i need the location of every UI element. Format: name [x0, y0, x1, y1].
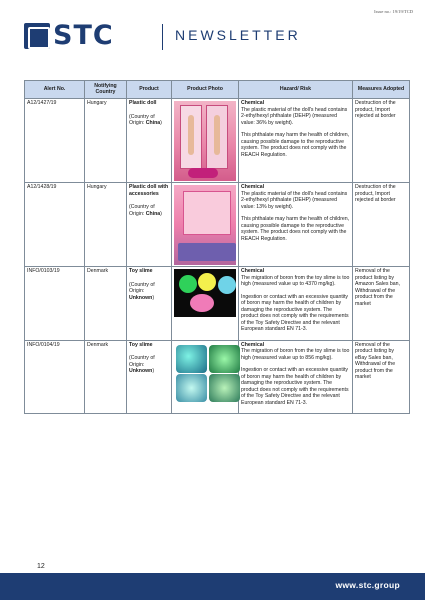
column-header-country: Notifying Country	[85, 81, 127, 99]
notifying-country: Denmark	[85, 340, 127, 414]
column-header-hazard: Hazard/ Risk	[239, 81, 353, 99]
product-origin: (Country of Origin: China)	[129, 204, 162, 217]
doll-photo-icon	[174, 101, 236, 181]
table-row	[25, 267, 410, 341]
column-header-photo: Product Photo	[172, 81, 239, 99]
product-name: Plastic doll with accessories	[129, 184, 169, 197]
measures-adopted: Destruction of the product, Import rejected at border	[353, 183, 410, 267]
page-header	[20, 20, 400, 54]
product-name: Toy slime	[129, 341, 153, 348]
alert-number: INFO/0103/19	[25, 267, 85, 341]
alert-number: A12/1428/19	[25, 183, 85, 267]
hazard-consequence: This phthalate may harm the health of children, causing possible damage to the reproductive system. The product does not comply with the REACH Regulation.	[241, 216, 350, 242]
photo-cell	[172, 99, 239, 183]
alert-number: A12/1427/19	[25, 99, 85, 183]
product-name: Toy slime	[129, 268, 153, 274]
alert-number: INFO/0104/19	[25, 340, 85, 414]
product-origin: (Country of Origin: Unknown)	[129, 281, 155, 301]
measures-adopted: Destruction of the product, Import rejected at border	[353, 99, 410, 183]
hazard-cell	[239, 267, 353, 341]
photo-cell	[172, 340, 239, 414]
hazard-description: The migration of boron from the toy slime is too high (measured value up to 4370 mg/kg).	[241, 274, 350, 287]
header-divider	[162, 24, 163, 50]
column-header-alert-no: Alert No.	[25, 81, 85, 99]
notifying-country: Hungary	[85, 99, 127, 183]
product-cell	[127, 99, 172, 183]
product-cell	[127, 267, 172, 341]
hazard-consequence: Ingestion or contact with an excessive quantity of boron may harm the health of children by damaging the reproductive system. The product does not comply with the requirements of the Toy Safety Directive and the relevant European standard EN 71-3.	[241, 293, 349, 332]
photo-cell	[172, 267, 239, 341]
table-row	[25, 183, 410, 267]
stc-logo	[24, 22, 126, 52]
hazard-category: Chemical	[241, 100, 265, 106]
hazard-consequence: Ingestion or contact with an excessive quantity of boron may harm the health of children by damaging the reproductive system. The product does not comply with the requirements of the Toy Safety Directive and the relevant European standard EN 71-3.	[241, 367, 349, 406]
column-header-product: Product	[127, 81, 172, 99]
measures-adopted: Removal of the product listing by eBay Sales ban, Withdrawal of the product from the market	[353, 340, 410, 414]
hazard-description: The plastic material of the doll's head contains 2-ethylhexyl phthalate (DEHP) (measured value: 36% by weight).	[241, 106, 348, 126]
newsletter-title: NEWSLETTER	[175, 27, 301, 43]
hazard-description: The migration of boron from the toy slime is too high (measured value up to 856 mg/kg).	[241, 348, 350, 361]
page-number: 12	[37, 563, 45, 570]
product-name: Plastic doll	[129, 100, 157, 106]
product-cell	[127, 183, 172, 267]
hazard-consequence: This phthalate may harm the health of children, causing possible damage to the reproductive system. The product does not comply with the REACH Regulation.	[241, 132, 350, 158]
slime-jars-photo-icon	[174, 343, 236, 403]
hazard-cell	[239, 340, 353, 414]
alerts-table	[24, 80, 410, 414]
table-row	[25, 99, 410, 183]
logo-mark-icon	[24, 23, 50, 49]
product-origin: (Country of Origin: Unknown)	[129, 355, 155, 374]
notifying-country: Denmark	[85, 267, 127, 341]
hazard-description: The plastic material of the doll's head contains 2-ethylhexyl phthalate (DEHP) (measured value: 13% by weight).	[241, 190, 348, 210]
hazard-cell	[239, 99, 353, 183]
hazard-category: Chemical	[241, 341, 265, 348]
table-row	[25, 340, 410, 414]
product-cell	[127, 340, 172, 414]
product-origin: (Country of Origin: China)	[129, 113, 162, 126]
hazard-category: Chemical	[241, 268, 265, 274]
measures-adopted: Removal of the product listing by Amazon Sales ban, Withdrawal of the product from the market	[353, 267, 410, 341]
doll-accessories-photo-icon	[174, 185, 236, 265]
hazard-category: Chemical	[241, 184, 265, 190]
notifying-country: Hungary	[85, 183, 127, 267]
table-header-row	[25, 81, 410, 99]
hazard-cell	[239, 183, 353, 267]
footer-url-link[interactable]: www.stc.group	[335, 580, 400, 590]
column-header-measures: Measures Adopted	[353, 81, 410, 99]
slime-photo-icon	[174, 269, 236, 317]
issue-number: Issue no.: 19/19/TCD	[374, 9, 413, 14]
photo-cell	[172, 183, 239, 267]
logo-text: STC	[53, 20, 114, 51]
